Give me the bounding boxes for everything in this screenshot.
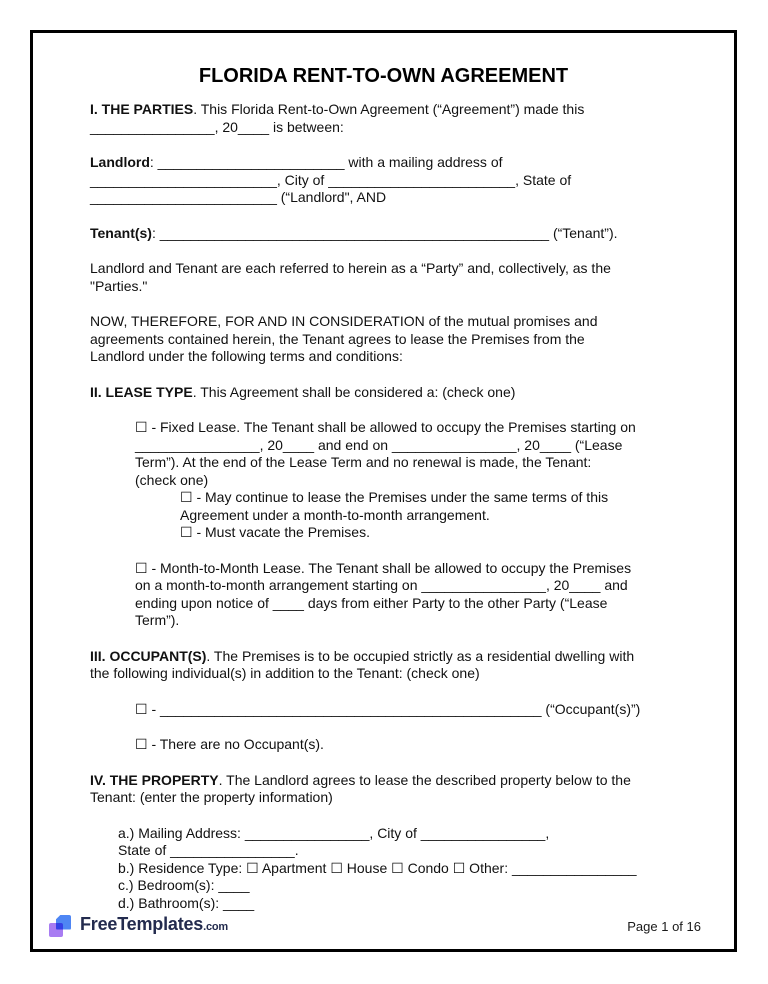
property-line-2: Tenant: (enter the property information)	[90, 789, 333, 805]
section-lease-type	[90, 384, 688, 402]
consideration-line-1: NOW, THEREFORE, FOR AND IN CONSIDERATION of the mutual promises and	[90, 313, 598, 329]
bathrooms-line: d.) Bathroom(s): ____	[118, 894, 255, 911]
tenant-line-1	[90, 225, 688, 243]
occupants-line-2: the following individual(s) in addition to the Tenant: (check one)	[90, 665, 480, 681]
tenant-label: Tenant(s)	[90, 224, 152, 241]
property-details-list	[90, 825, 688, 913]
freetemplates-logo	[48, 912, 228, 940]
option-no-occupants	[90, 736, 688, 754]
option-occupant-names	[90, 701, 688, 719]
may-continue-line-2: Agreement under a month-to-month arrangement.	[180, 506, 490, 523]
must-vacate-checkbox-icon[interactable]: ☐	[180, 524, 193, 540]
must-vacate-text: - Must vacate the Premises.	[192, 524, 370, 540]
mailing-address-line-1: a.) Mailing Address: ________________, City of ________________,	[118, 824, 550, 841]
apartment-checkbox-icon[interactable]: ☐	[246, 859, 259, 876]
no-occupants-line-1	[135, 736, 688, 754]
consideration-line-2: agreements contained herein, the Tenant agrees to lease the Premises from the	[90, 330, 585, 347]
landlord-line-3: ________________________ (“Landlord", AND	[90, 189, 387, 205]
section-property	[90, 772, 688, 807]
paragraph-referred	[90, 260, 688, 295]
may-continue-checkbox-icon[interactable]: ☐	[180, 489, 193, 505]
occupants-heading: III. OCCUPANT(S)	[90, 647, 207, 664]
section-tenant	[90, 225, 688, 243]
parties-line-2: ________________, 20____ is between:	[90, 118, 344, 135]
house-label: House	[342, 859, 392, 876]
occupant-names-line-1	[135, 701, 688, 719]
property-heading: IV. THE PROPERTY	[90, 771, 219, 788]
page-title: FLORIDA RENT-TO-OWN AGREEMENT	[198, 65, 569, 87]
brand-suffix: .com	[203, 921, 228, 933]
parties-heading: I. THE PARTIES	[90, 101, 194, 117]
condo-label: Condo	[403, 859, 453, 876]
logo-purple-square-icon	[49, 923, 63, 937]
lease-type-heading: II. LEASE TYPE	[90, 383, 193, 400]
must-vacate-line-1	[180, 524, 688, 542]
fixed-lease-checkbox-icon[interactable]: ☐	[135, 419, 148, 435]
residence-type-label: b.) Residence Type:	[118, 859, 247, 876]
lease-type-line-1	[90, 384, 688, 402]
month-to-month-text: - Month-to-Month Lease. The Tenant shall be allowed to occupy the Premises	[147, 559, 632, 576]
document-page	[30, 30, 737, 952]
page-indicator: Page 1 of 16	[627, 918, 701, 934]
option-month-to-month	[90, 560, 688, 630]
section-parties	[90, 101, 688, 136]
no-occupants-text: - There are no Occupant(s).	[147, 736, 324, 752]
option-fixed-lease	[90, 419, 688, 489]
referred-line-1: Landlord and Tenant are each referred to herein as a “Party” and, collectively, as the	[90, 260, 611, 276]
month-to-month-line-1	[135, 560, 688, 578]
landlord-text: : ________________________ with a mailing address of	[149, 154, 503, 170]
section-landlord	[90, 154, 688, 207]
paragraph-consideration	[90, 313, 688, 366]
page-footer	[33, 912, 734, 949]
section-occupants	[90, 648, 688, 683]
fixed-lease-line-3: Term”). At the end of the Lease Term and no renewal is made, the Tenant:	[135, 454, 592, 470]
occupants-text: . The Premises is to be occupied strictly as a residential dwelling with	[206, 647, 635, 664]
apartment-label: Apartment	[258, 859, 331, 876]
month-to-month-checkbox-icon[interactable]: ☐	[135, 559, 148, 576]
landlord-line-2: ________________________, City of ________________________, State of	[90, 171, 572, 188]
option-must-vacate	[90, 524, 688, 542]
referred-line-2: "Parties."	[90, 277, 148, 294]
fixed-lease-line-2: ________________, 20____ and end on ________________, 20____ (“Lease	[135, 436, 623, 453]
option-may-continue	[90, 489, 688, 524]
property-text: . The Landlord agrees to lease the described property below to the	[218, 771, 631, 788]
may-continue-line-1	[180, 489, 688, 507]
condo-checkbox-icon[interactable]: ☐	[391, 859, 404, 876]
consideration-line-3: Landlord under the following terms and conditions:	[90, 348, 403, 364]
document-body	[33, 101, 734, 912]
mailing-address-line-2: State of ________________.	[118, 842, 299, 858]
landlord-line-1	[90, 154, 688, 172]
house-checkbox-icon[interactable]: ☐	[330, 859, 343, 876]
fixed-lease-line-4: (check one)	[135, 471, 209, 488]
bedrooms-line: c.) Bedroom(s): ____	[118, 877, 250, 893]
other-label: Other: ________________	[465, 859, 637, 876]
fixed-lease-line-1	[135, 419, 688, 437]
parties-line-1	[90, 101, 688, 119]
month-to-month-line-4: Term”).	[135, 612, 180, 628]
may-continue-text: - May continue to lease the Premises under the same terms of this	[192, 489, 609, 505]
no-occupants-checkbox-icon[interactable]: ☐	[135, 736, 148, 752]
lease-type-text: . This Agreement shall be considered a: (check one)	[192, 383, 516, 400]
occupants-line-1	[90, 648, 688, 666]
month-to-month-line-2: on a month-to-month arrangement starting on ________________, 20____ and	[135, 577, 628, 593]
brand-name: FreeTemplates.com	[80, 914, 228, 934]
fixed-lease-text: - Fixed Lease. The Tenant shall be allowed to occupy the Premises starting on	[147, 419, 636, 435]
landlord-label: Landlord	[90, 154, 150, 170]
occupant-names-checkbox-icon[interactable]: ☐	[135, 700, 148, 717]
tenant-text: : __________________________________________________ (“Tenant”).	[151, 224, 618, 241]
occupant-names-text: - _________________________________________________ (“Occupant(s)”)	[147, 700, 641, 717]
property-line-1	[90, 772, 688, 790]
parties-text: . This Florida Rent-to-Own Agreement (“Agreement”) made this	[193, 101, 585, 117]
residence-type-line	[118, 860, 688, 878]
other-checkbox-icon[interactable]: ☐	[452, 859, 466, 876]
freetemplates-logo-icon	[48, 914, 73, 939]
month-to-month-line-3: ending upon notice of ____ days from either Party to the other Party (“Lease	[135, 594, 608, 611]
